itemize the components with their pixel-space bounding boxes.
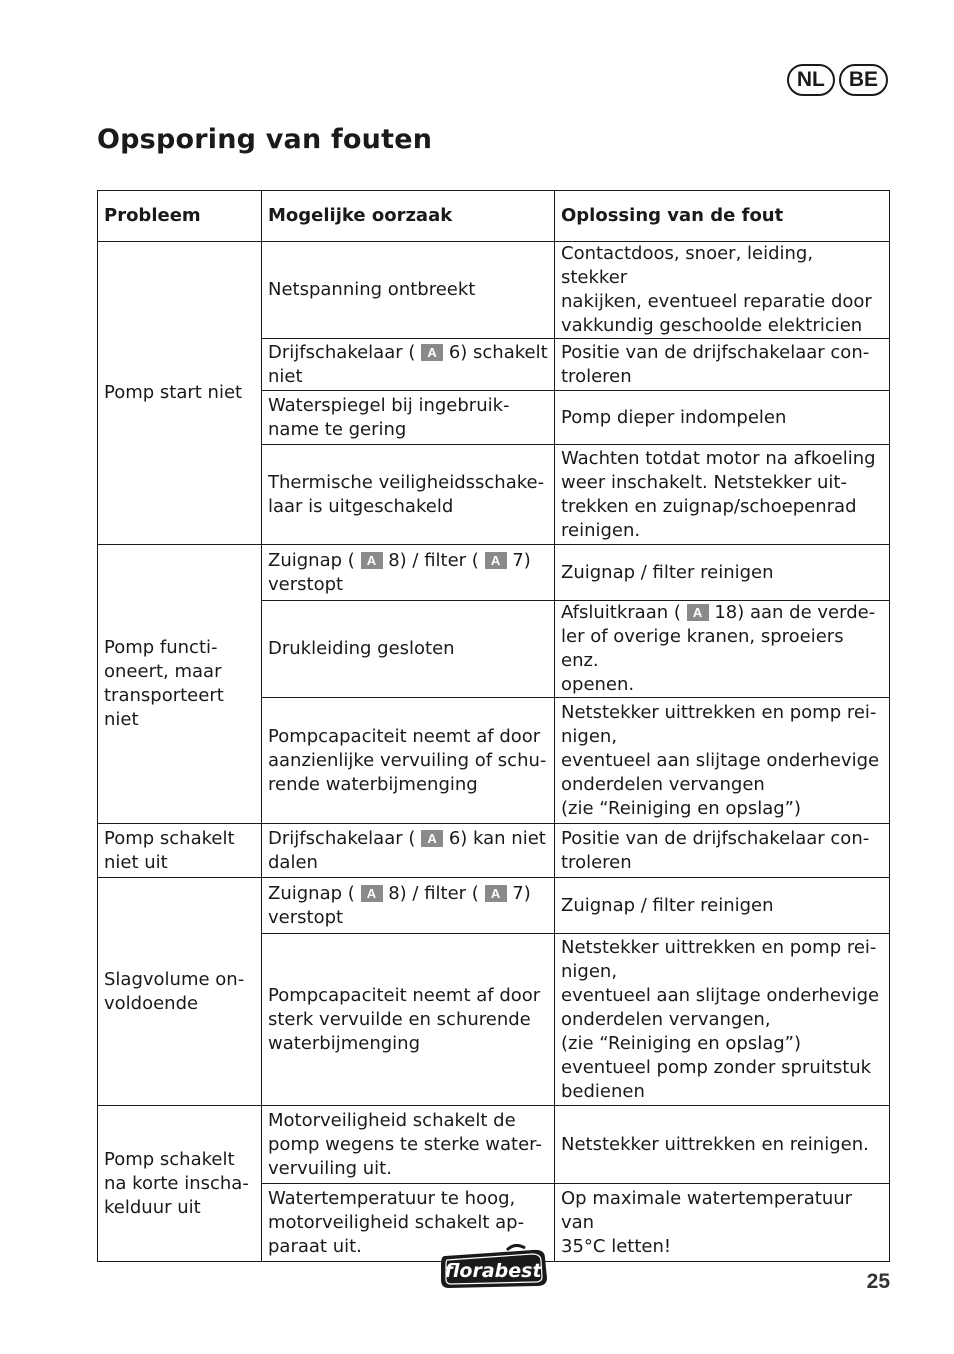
cell-line: Op maximale watertemperatuur van [561,1187,853,1233]
lang-badge-be: BE [839,64,888,96]
cell-line: Thermische veiligheidsschake- [268,471,545,493]
cell-line: pomp wegens te sterke water- [268,1133,542,1155]
cell-line: Netspanning ontbreekt [268,279,476,300]
cell-line: nigen, [561,725,618,747]
solution-cell [555,698,890,824]
page-title: Opsporing van fouten [97,124,433,155]
cell-line: Netstekker uittrekken en pomp rei- [561,701,877,723]
cell-line: Watertemperatuur te hoog, [268,1187,516,1209]
florabest-logo [437,1244,551,1294]
cause-cell [262,1106,555,1184]
table-row [98,1106,890,1184]
table-header-row [98,191,890,242]
cell-line: verstopt [268,906,344,928]
cause-cell [262,339,555,391]
table-row [98,878,890,934]
solution-cell [555,339,890,391]
cell-line: Wachten totdat motor na afkoeling [561,447,876,469]
language-badges [787,64,888,96]
cell-line: nigen, [561,960,618,982]
solution-cell [555,242,890,339]
solution-cell [555,445,890,545]
cell-line: eventueel aan slijtage onderhevige [561,984,880,1006]
solution-cell [555,545,890,601]
cell-line: Drijfschakelaar ( A 6) kan niet [268,827,546,849]
cell-line: trekken en zuignap/schoepenrad [561,495,857,517]
cause-cell [262,601,555,698]
problem-cell: Pomp functi- oneert, maar transporteert niet [98,545,262,824]
problem-cell: Pomp start niet [98,242,262,545]
cell-line: 35°C letten! [561,1235,672,1257]
cell-line: Drukleiding gesloten [268,638,455,659]
cell-line: Waterspiegel bij ingebruik- [268,394,510,416]
cell-line: vervuiling uit. [268,1157,392,1179]
cell-line: laar is uitgeschakeld [268,495,454,517]
cell-line: eventueel aan slijtage onderhevige [561,749,880,771]
table-row [98,545,890,601]
cell-line: Positie van de drijfschakelaar con- [561,341,870,363]
cell-line: nakijken, eventueel reparatie door [561,291,872,312]
figure-a-badge: A [485,885,507,902]
cause-cell [262,824,555,878]
cell-line: Zuignap / filter reinigen [561,894,774,916]
cause-cell [262,934,555,1106]
cause-cell [262,391,555,445]
cell-line: name te gering [268,418,407,440]
figure-a-badge: A [485,552,507,569]
cell-line: waterbijmenging [268,1032,420,1054]
table-row [98,824,890,878]
figure-a-badge: A [421,344,443,361]
solution-cell [555,824,890,878]
cell-line: onderdelen vervangen [561,773,765,795]
cause-cell [262,445,555,545]
page-number: 25 [866,1270,890,1293]
cell-line: openen. [561,674,635,695]
cell-line: aanzienlijke vervuiling of schu- [268,749,547,771]
cell-line: Afsluitkraan ( A 18) aan de verde- [561,602,876,623]
cell-line: Positie van de drijfschakelaar con- [561,827,870,849]
lang-badge-nl: NL [787,64,835,96]
cell-line: troleren [561,365,632,387]
cell-line: Netstekker uittrekken en reinigen. [561,1133,869,1155]
problem-cell: Pomp schakelt na korte inscha- kelduur uit [98,1106,262,1262]
cell-line: ler of overige kranen, sproeiers enz. [561,626,844,671]
cell-line: Contactdoos, snoer, leiding, stekker [561,243,814,288]
cell-line: troleren [561,851,632,873]
cell-line: vakkundig geschoolde elektricien [561,315,863,336]
solution-cell [555,1106,890,1184]
figure-a-badge: A [421,830,443,847]
brand-text: florabest [444,1260,542,1282]
cell-line: reinigen. [561,519,641,541]
figure-a-badge: A [361,552,383,569]
solution-cell [555,391,890,445]
solution-cell [555,601,890,698]
cell-line: Zuignap / filter reinigen [561,561,774,583]
cell-line: onderdelen vervangen, [561,1008,771,1030]
figure-a-badge: A [361,885,383,902]
solution-cell [555,1184,890,1262]
problem-cell: Pomp schakelt niet uit [98,824,262,878]
cell-line: paraat uit. [268,1235,362,1257]
cell-line: dalen [268,851,318,873]
header-probleem: Probleem [98,191,262,242]
cell-line: Drijfschakelaar ( A 6) schakelt [268,341,548,363]
cell-line: sterk vervuilde en schurende [268,1008,531,1030]
header-oplossing: Oplossing van de fout [555,191,890,242]
cause-cell [262,242,555,339]
cell-line: Pomp dieper indompelen [561,406,787,428]
cell-line: rende waterbijmenging [268,773,478,795]
cell-line: niet [268,365,303,387]
cell-line: (zie “Reiniging en opslag”) [561,797,802,819]
problem-cell: Slagvolume on- voldoende [98,878,262,1106]
figure-a-badge: A [687,604,709,621]
cell-line: (zie “Reiniging en opslag”) [561,1032,802,1054]
cell-line: Zuignap ( A 8) / filter ( A 7) [268,882,531,904]
cause-cell [262,545,555,601]
cell-line: Pompcapaciteit neemt af door [268,725,541,747]
solution-cell [555,934,890,1106]
cause-cell [262,878,555,934]
cause-cell [262,698,555,824]
cell-line: Motorveiligheid schakelt de [268,1109,516,1131]
table-row [98,242,890,339]
cell-line: motorveiligheid schakelt ap- [268,1211,525,1233]
cell-line: bedienen [561,1080,645,1102]
cell-line: weer inschakelt. Netstekker uit- [561,471,847,493]
cell-line: verstopt [268,573,344,595]
cell-line: eventueel pomp zonder spruitstuk [561,1056,872,1078]
cell-line: Zuignap ( A 8) / filter ( A 7) [268,549,531,571]
header-oorzaak: Mogelijke oorzaak [262,191,555,242]
cell-line: Netstekker uittrekken en pomp rei- [561,936,877,958]
troubleshooting-table [97,190,890,1262]
solution-cell [555,878,890,934]
cell-line: Pompcapaciteit neemt af door [268,984,541,1006]
